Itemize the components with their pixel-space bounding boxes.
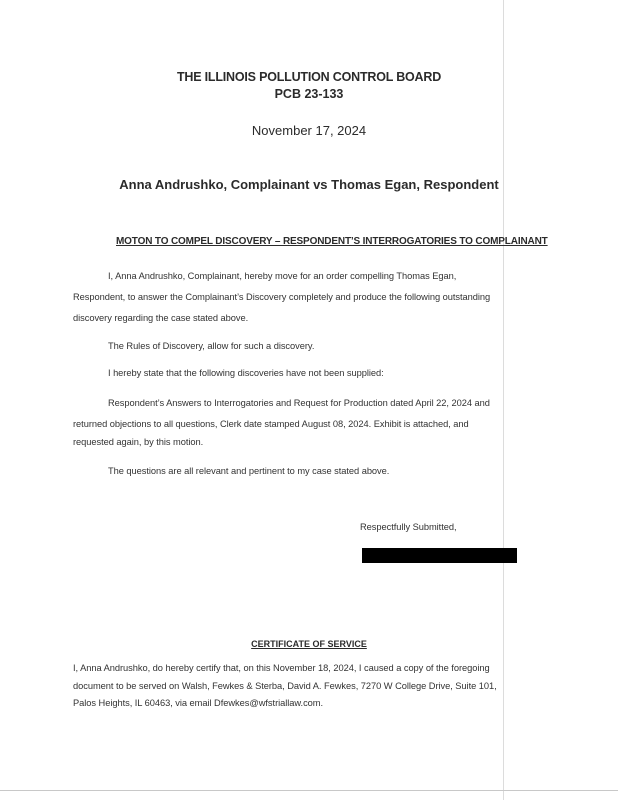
paragraph-line: Respondent, to answer the Complainant’s Discovery completely and produce the following outstanding [73, 292, 491, 302]
case-number: PCB 23-133 [274, 87, 344, 101]
paragraph-line: discovery regarding the case stated above. [73, 313, 249, 323]
closing-signoff: Respectfully Submitted, [360, 522, 457, 532]
document-date: November 17, 2024 [251, 123, 367, 138]
certificate-line: Palos Heights, IL 60463, via email Dfewkes@wfstriallaw.com. [73, 698, 324, 708]
paragraph-line: returned objections to all questions, Clerk date stamped August 08, 2024. Exhibit is attached, and [73, 419, 469, 429]
certificate-heading: CERTIFICATE OF SERVICE [251, 639, 367, 649]
board-title: THE ILLINOIS POLLUTION CONTROL BOARD [176, 70, 442, 84]
paragraph-line: I hereby state that the following discoveries have not been supplied: [108, 368, 384, 378]
certificate-line: document to be served on Walsh, Fewkes & Sterba, David A. Fewkes, 7270 W College Drive, Suite 101, [73, 681, 497, 691]
paragraph-line: requested again, by this motion. [73, 437, 204, 447]
paragraph-line: The questions are all relevant and pertinent to my case stated above. [108, 466, 390, 476]
paragraph-line: The Rules of Discovery, allow for such a discovery. [108, 341, 315, 351]
motion-title: MOTON TO COMPEL DISCOVERY – RESPONDENT’S INTERROGATORIES TO COMPLAINANT [116, 236, 548, 247]
certificate-line: I, Anna Andrushko, do hereby certify that, on this November 18, 2024, I caused a copy of the foregoing [73, 663, 490, 673]
case-parties: Anna Andrushko, Complainant vs Thomas Egan, Respondent [119, 177, 499, 192]
paragraph-line: I, Anna Andrushko, Complainant, hereby move for an order compelling Thomas Egan, [108, 271, 457, 281]
scan-artifact-vertical-line [503, 0, 504, 800]
paragraph-line: Respondent’s Answers to Interrogatories and Request for Production dated April 22, 2024 and [108, 398, 490, 408]
redacted-signature [362, 548, 517, 563]
scan-artifact-horizontal-line [0, 790, 618, 791]
